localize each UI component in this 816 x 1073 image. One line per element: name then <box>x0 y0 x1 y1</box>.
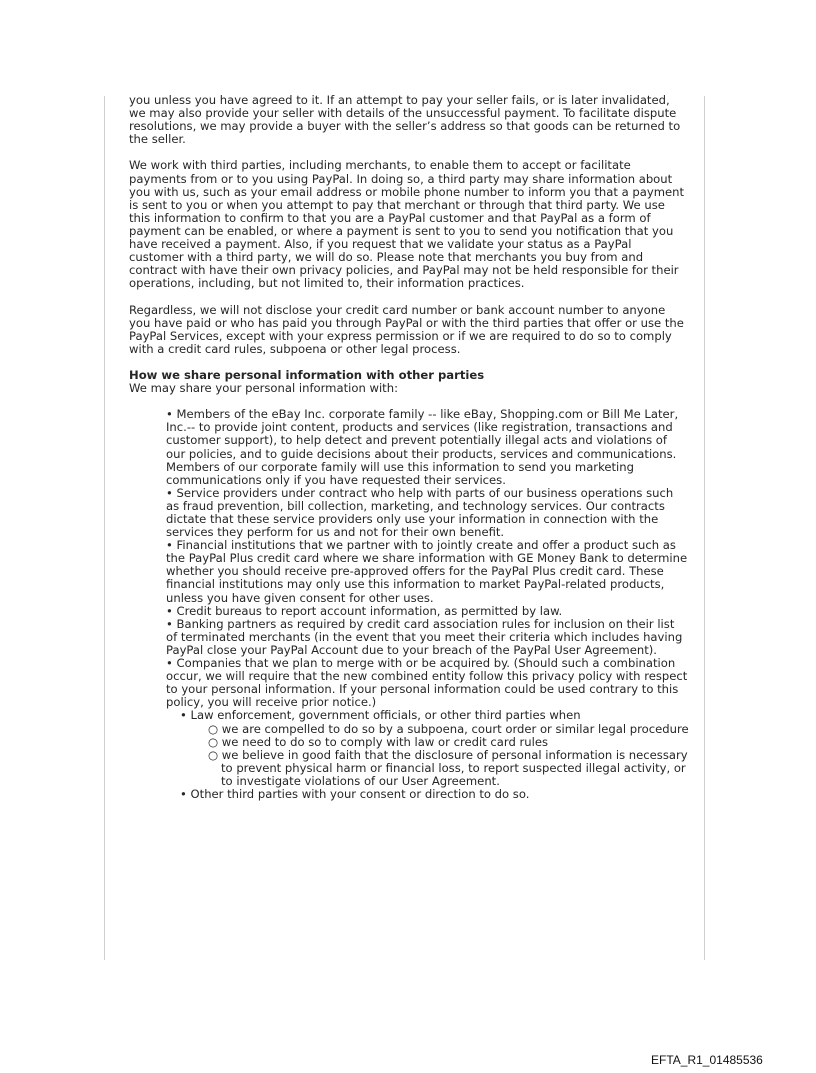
section-heading: How we share personal information with other parties <box>129 367 485 382</box>
law-sub-list <box>194 723 689 788</box>
sub-item-subpoena: ○ we are compelled to do so by a subpoena, court order or similar legal procedure <box>208 721 689 736</box>
paragraph-card-disclosure: Regardless, we will not disclose your credit card number or bank account number to anyone you have paid or who has paid you through PayPal or with the third parties that offer or use the PayPal Services, except with your express permission or if we are required to do so to comply with a credit card rules, subpoena or other legal process. <box>129 302 684 356</box>
paragraph-seller-details: you unless you have agreed to it. If an attempt to pay your seller fails, or is later invalidated, we may also provide your seller with details of the unsuccessful payment. To facilitate dispute resolutions, we may provide a buyer with the seller’s address so that goods can be returned to the seller. <box>129 93 681 147</box>
left-margin-rule <box>104 96 105 960</box>
list-item-merger-companies: • Companies that we plan to merge with or be acquired by. (Should such a combination occur, we will require that the new combined entity follow this privacy policy with respect to your personal information. If your personal information could be used contrary to this policy, you will receive prior notice.) <box>166 656 688 710</box>
list-item-banking-partners: • Banking partners as required by credit card association rules for inclusion on their list of terminated merchants (in the event that you meet their criteria which includes having PayPal close your PayPal Account due to your breach of the PayPal User Agreement). <box>166 616 683 657</box>
list-item-ebay-family: • Members of the eBay Inc. corporate family -- like eBay, Shopping.com or Bill Me Later, Inc.-- to provide joint content, products and services (like registration, transactions and customer support), to help detect and prevent potentially illegal acts and violations of our policies, and to guide decisions about their products, services and communications. Members of our corporate family will use this information to send you marketing communications only if you have requested their services. <box>166 407 679 487</box>
sub-item-comply-law: ○ we need to do so to comply with law or credit card rules <box>208 734 549 749</box>
law-list <box>180 709 689 801</box>
share-list <box>166 408 689 709</box>
document-body <box>129 94 689 801</box>
document-id-footer: EFTA_R1_01485536 <box>651 1053 763 1067</box>
sub-item-good-faith: ○ we believe in good faith that the disclosure of personal information is necessary to prevent physical harm or financial loss, to report suspected illegal activity, or to investigate violations of our User Agreement. <box>208 747 688 788</box>
right-margin-rule <box>704 96 705 960</box>
paragraph-third-parties: We work with third parties, including merchants, to enable them to accept or facilitate payments from or to you using PayPal. In doing so, a third party may share information about you with us, such as your email address or mobile phone number to inform you that a payment is sent to you or when you attempt to pay that merchant or through that third party. We use this information to confirm to that you are a PayPal customer and that PayPal as a form of payment can be enabled, or where a payment is sent to you to send you notification that you have received a payment. Also, if you request that we validate your status as a PayPal customer with a third party, we will do so. Please note that merchants you buy from and contract with have their own privacy policies, and PayPal may not be held responsible for their operations, including, but not limited to, their information practices. <box>129 158 685 291</box>
list-item-service-providers: • Service providers under contract who help with parts of our business operations such as fraud prevention, bill collection, marketing, and technology services. Our contracts dictate that these service providers only use your information in connection with the services they perform for us and not for their own benefit. <box>166 485 674 540</box>
list-item-law-enforcement: • Law enforcement, government officials, or other third parties when <box>180 708 581 723</box>
list-item-financial-institutions: • Financial institutions that we partner with to jointly create and offer a product such as the PayPal Plus credit card where we share information with GE Money Bank to determine whether you should receive pre-approved offers for the PayPal Plus credit card. These financial institutions may only use this information to market PayPal-related products, unless you have given consent for other uses. <box>166 538 688 605</box>
list-item-consent: • Other third parties with your consent or direction to do so. <box>180 786 530 801</box>
section-intro: We may share your personal information with: <box>129 381 398 396</box>
list-item-credit-bureaus: • Credit bureaus to report account information, as permitted by law. <box>166 603 563 618</box>
